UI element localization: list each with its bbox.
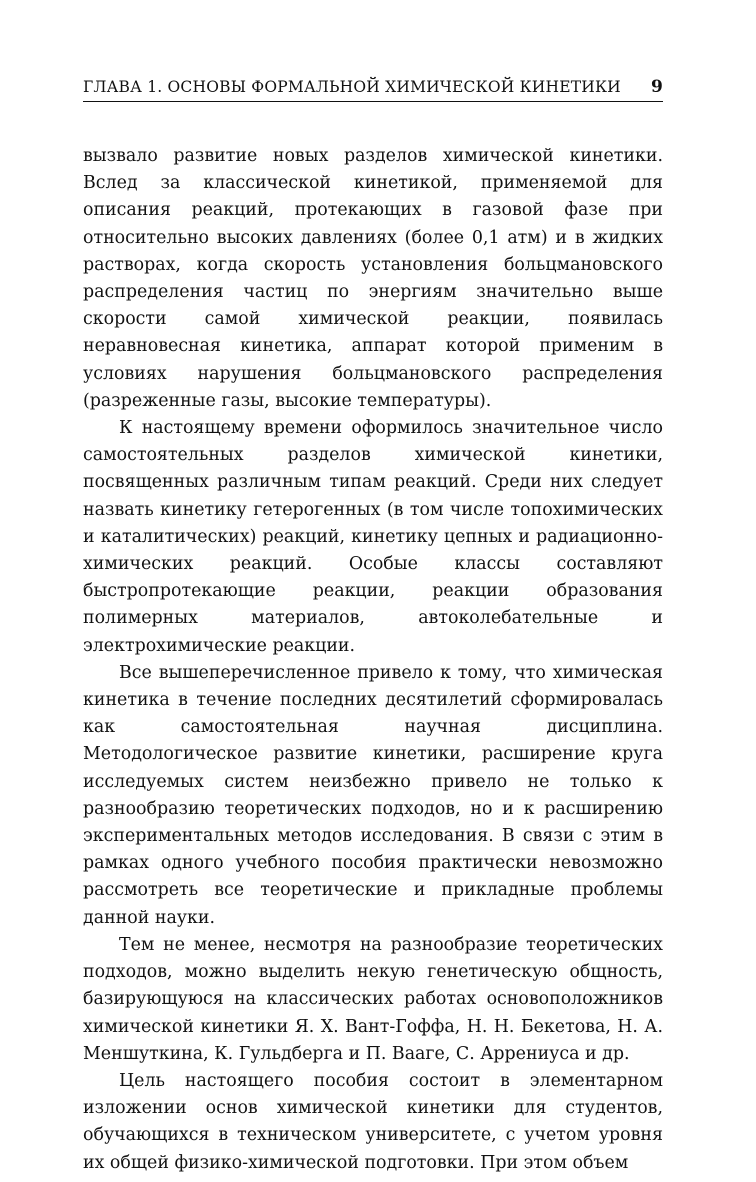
paragraph: К настоящему времени оформилось значительное число самостоятельных разделов химической кинетики, посвященных различным типам реакций. Среди них следует назвать кинетику гетерогенных (в том числе топохимических и каталитических) реакций, кинетику цепных и радиационно-химических реакций. Особые классы составляют быстропротекающие реакции, реакции образования полимерных материалов, автоколебательные и электрохимические реакции. (83, 418, 663, 656)
header-rule (83, 101, 663, 102)
running-head (83, 78, 663, 100)
body-text (83, 143, 663, 1177)
paragraph: Тем не менее, несмотря на разнообразие теоретических подходов, можно выделить некую генетическую общность, базирующуюся на классических работах основоположников химической кинетики Я. Х. Вант-Гоффа, Н. Н. Бекетова, Н. А. Меншуткина, К. Гульдберга и П. Вааге, С. Аррениуса и др. (83, 934, 663, 1064)
paragraph: Все вышеперечисленное привело к тому, что химическая кинетика в течение последних десятилетий сформировалась как самостоятельная научная дисциплина. Методологическое развитие кинетики, расширение круга исследуемых систем неизбежно привело не только к разнообразию теоретических подходов, но и к расширению экспериментальных методов исследования. В связи с этим в рамках одного учебного пособия практически невозможно рассмотреть все теоретические и прикладные проблемы данной науки. (83, 662, 663, 928)
paragraph: Цель настоящего пособия состоит в элементарном изложении основ химической кинетики для студентов, обучающихся в техническом университете, с учетом уровня их общей физико-химической подготовки. При этом объем (83, 1070, 663, 1173)
running-title: ГЛАВА 1. ОСНОВЫ ФОРМАЛЬНОЙ ХИМИЧЕСКОЙ КИНЕТИКИ (83, 78, 621, 96)
page-number: 9 (650, 77, 663, 97)
paragraph-continued: вызвало развитие новых разделов химической кинетики. Вслед за классической кинетикой, применяемой для описания реакций, протекающих в газовой фазе при относительно высоких давлениях (более 0,1 атм) и в жидких растворах, когда скорость установления больцмановского распределения частиц по энергиям значительно выше скорости самой химической реакции, появилась неравновесная кинетика, аппарат которой применим в условиях нарушения больцмановского распределения (разреженные газы, высокие температуры). (83, 146, 663, 411)
